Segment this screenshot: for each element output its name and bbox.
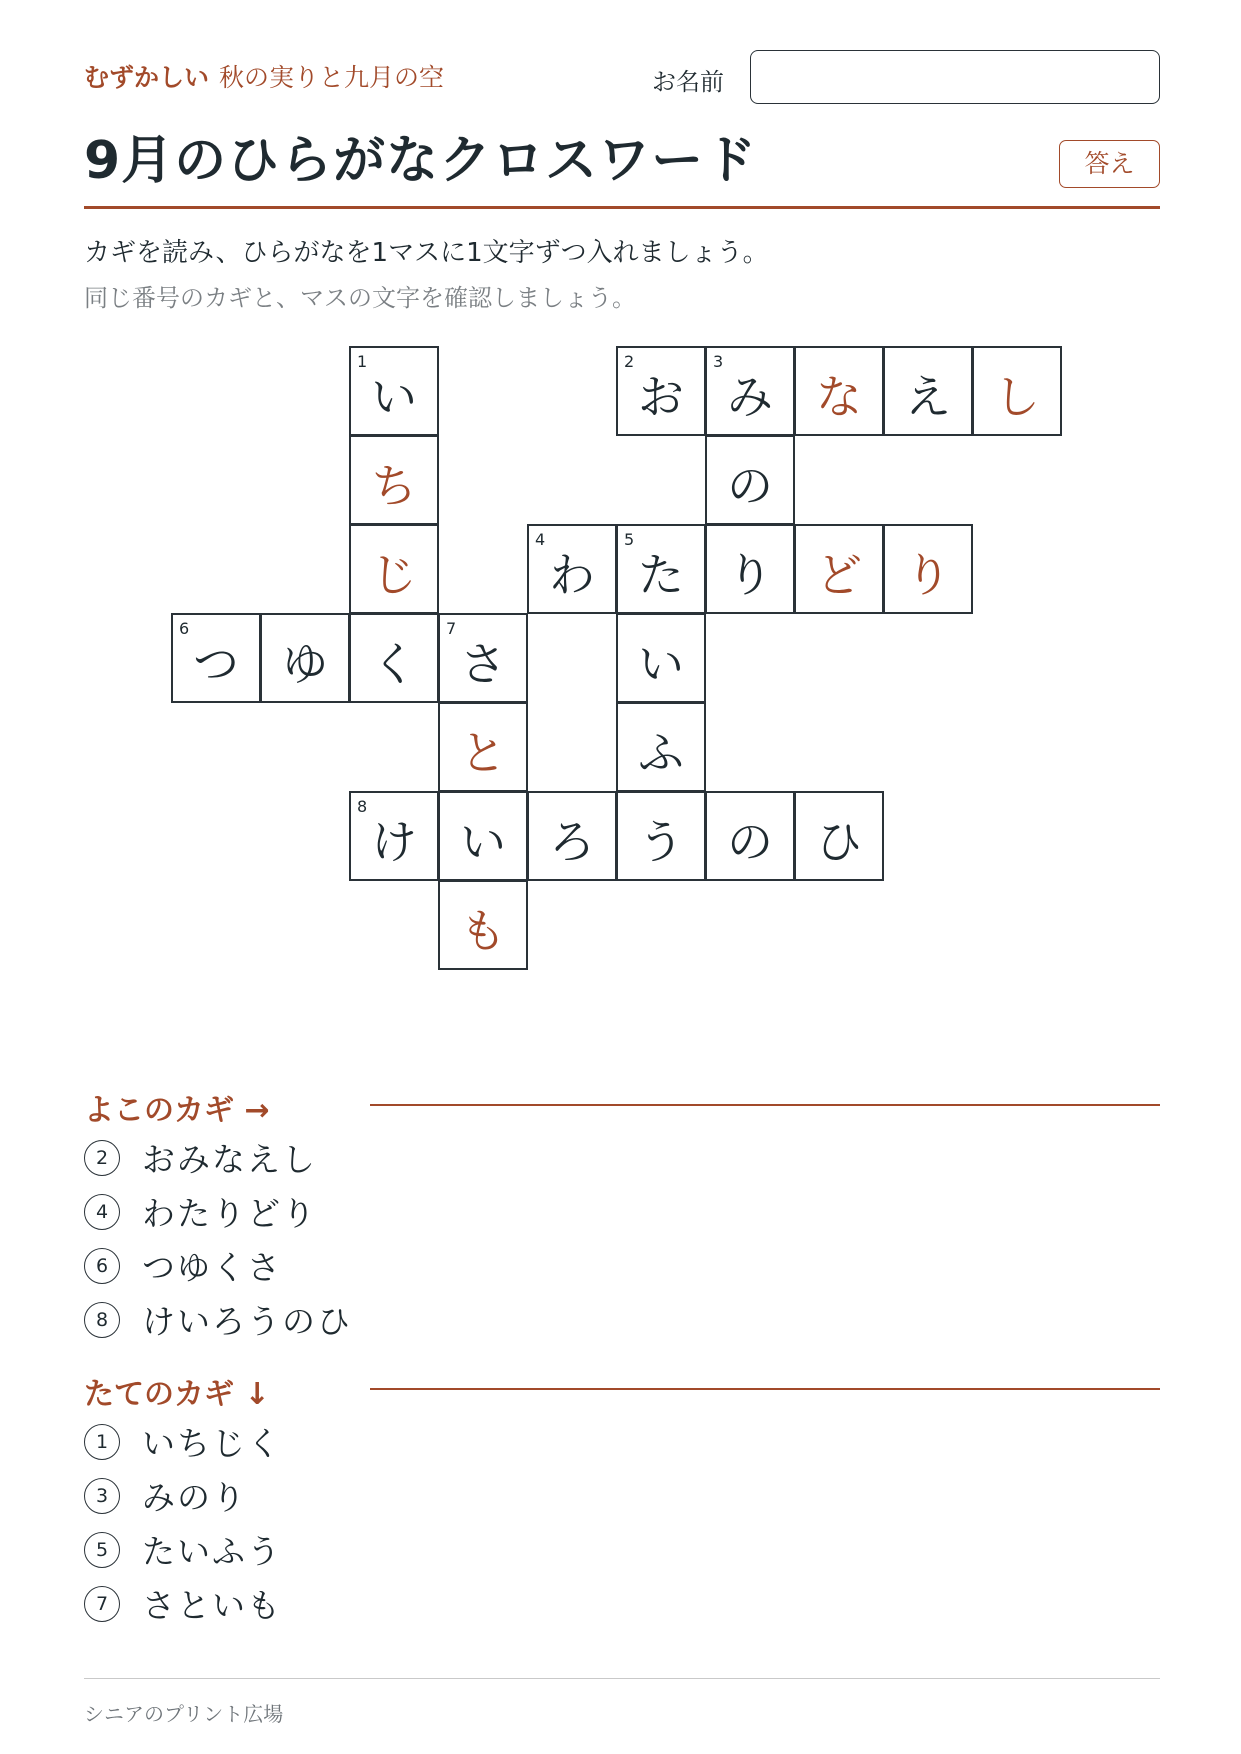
instruction-sub: 同じ番号のカギと、マスの文字を確認しましょう。 xyxy=(84,284,636,312)
grid-cell[interactable] xyxy=(260,613,350,703)
clue-text: いちじく xyxy=(142,1424,282,1463)
footer-divider xyxy=(84,1678,1160,1679)
clue-text: けいろうのひ xyxy=(142,1302,352,1341)
clue-text: おみなえし xyxy=(142,1140,317,1179)
cell-letter: の xyxy=(727,815,773,869)
clue-number: 3 xyxy=(713,352,724,371)
clue-number-badge: 6 xyxy=(84,1248,120,1284)
clue-number-badge: 1 xyxy=(84,1424,120,1460)
cell-letter: ふ xyxy=(638,726,684,780)
grid-cell[interactable] xyxy=(794,791,884,881)
clue-number: 2 xyxy=(624,352,635,371)
clue-text: わたりどり xyxy=(142,1194,317,1233)
cell-letter: わ xyxy=(549,548,595,602)
cell-letter: ろ xyxy=(549,815,595,869)
grid-cell[interactable] xyxy=(705,791,795,881)
grid-cell[interactable] xyxy=(527,791,617,881)
down-divider xyxy=(370,1388,1160,1390)
grid-cell[interactable] xyxy=(616,791,706,881)
grid-cell[interactable] xyxy=(794,346,884,436)
grid-cell[interactable] xyxy=(438,880,528,970)
clue-text: さといも xyxy=(142,1586,282,1625)
page-title: 9月のひらがなクロスワード xyxy=(84,131,758,191)
across-divider xyxy=(370,1104,1160,1106)
clue-number: 4 xyxy=(535,530,546,549)
cell-letter: え xyxy=(905,370,951,424)
cell-letter: ひ xyxy=(816,815,862,869)
clue-number: 1 xyxy=(357,352,368,371)
grid-cell[interactable] xyxy=(616,524,706,614)
instruction-main: カギを読み、ひらがなを1マスに1文字ずつ入れましょう。 xyxy=(84,238,769,268)
name-label: お名前 xyxy=(652,68,724,96)
grid-cell[interactable] xyxy=(171,613,261,703)
name-field[interactable] xyxy=(750,50,1160,104)
clue-number: 5 xyxy=(624,530,635,549)
title-divider xyxy=(84,206,1160,209)
grid-cell[interactable] xyxy=(883,346,973,436)
cell-letter: さ xyxy=(460,637,506,691)
cell-letter: つ xyxy=(193,637,239,691)
cell-letter: の xyxy=(727,459,773,513)
cell-letter: い xyxy=(638,637,684,691)
cell-letter: り xyxy=(905,548,951,602)
clue-number-badge: 3 xyxy=(84,1478,120,1514)
clue-number: 8 xyxy=(357,797,368,816)
cell-letter: い xyxy=(460,815,506,869)
cell-letter: け xyxy=(371,815,417,869)
clue-number-badge: 5 xyxy=(84,1532,120,1568)
grid-cell[interactable] xyxy=(705,346,795,436)
cell-letter: り xyxy=(727,548,773,602)
cell-letter: と xyxy=(460,726,506,780)
grid-cell[interactable] xyxy=(349,346,439,436)
grid-cell[interactable] xyxy=(438,702,528,792)
footer-credit: シニアのプリント広場 xyxy=(84,1702,284,1726)
cell-letter: く xyxy=(371,637,417,691)
clue-number-badge: 2 xyxy=(84,1140,120,1176)
cell-letter: ど xyxy=(816,548,862,602)
grid-cell[interactable] xyxy=(527,524,617,614)
cell-letter: ち xyxy=(371,459,417,513)
clue-number: 6 xyxy=(179,619,190,638)
difficulty-label: むずかしい xyxy=(84,63,210,92)
grid-cell[interactable] xyxy=(349,613,439,703)
grid-cell[interactable] xyxy=(349,524,439,614)
cell-letter: み xyxy=(727,370,773,424)
clue-number-badge: 7 xyxy=(84,1586,120,1622)
grid-cell[interactable] xyxy=(883,524,973,614)
grid-cell[interactable] xyxy=(794,524,884,614)
grid-cell[interactable] xyxy=(972,346,1062,436)
cell-letter: じ xyxy=(371,548,417,602)
clue-number-badge: 8 xyxy=(84,1302,120,1338)
header-subtitle xyxy=(84,58,444,94)
grid-cell[interactable] xyxy=(438,613,528,703)
clue-text: みのり xyxy=(142,1478,247,1517)
clue-number-badge: 4 xyxy=(84,1194,120,1230)
cell-letter: お xyxy=(638,370,684,424)
grid-cell[interactable] xyxy=(438,791,528,881)
grid-cell[interactable] xyxy=(349,791,439,881)
grid-cell[interactable] xyxy=(616,346,706,436)
clue-text: たいふう xyxy=(142,1532,282,1571)
theme-label: 秋の実りと九月の空 xyxy=(219,63,445,92)
grid-cell[interactable] xyxy=(705,435,795,525)
grid-cell[interactable] xyxy=(705,524,795,614)
cell-letter: ゆ xyxy=(282,637,328,691)
answer-button[interactable]: 答え xyxy=(1059,140,1160,188)
cell-letter: な xyxy=(816,370,862,424)
cell-letter: い xyxy=(371,370,417,424)
clue-number: 7 xyxy=(446,619,457,638)
cell-letter: も xyxy=(460,904,506,958)
cell-letter: た xyxy=(638,548,684,602)
clue-text: つゆくさ xyxy=(142,1248,282,1287)
across-clues-title: よこのカギ → xyxy=(84,1093,270,1128)
grid-cell[interactable] xyxy=(616,702,706,792)
cell-letter: し xyxy=(994,370,1040,424)
down-clues-title: たてのカギ ↓ xyxy=(84,1377,270,1412)
cell-letter: う xyxy=(638,815,684,869)
grid-cell[interactable] xyxy=(349,435,439,525)
grid-cell[interactable] xyxy=(616,613,706,703)
